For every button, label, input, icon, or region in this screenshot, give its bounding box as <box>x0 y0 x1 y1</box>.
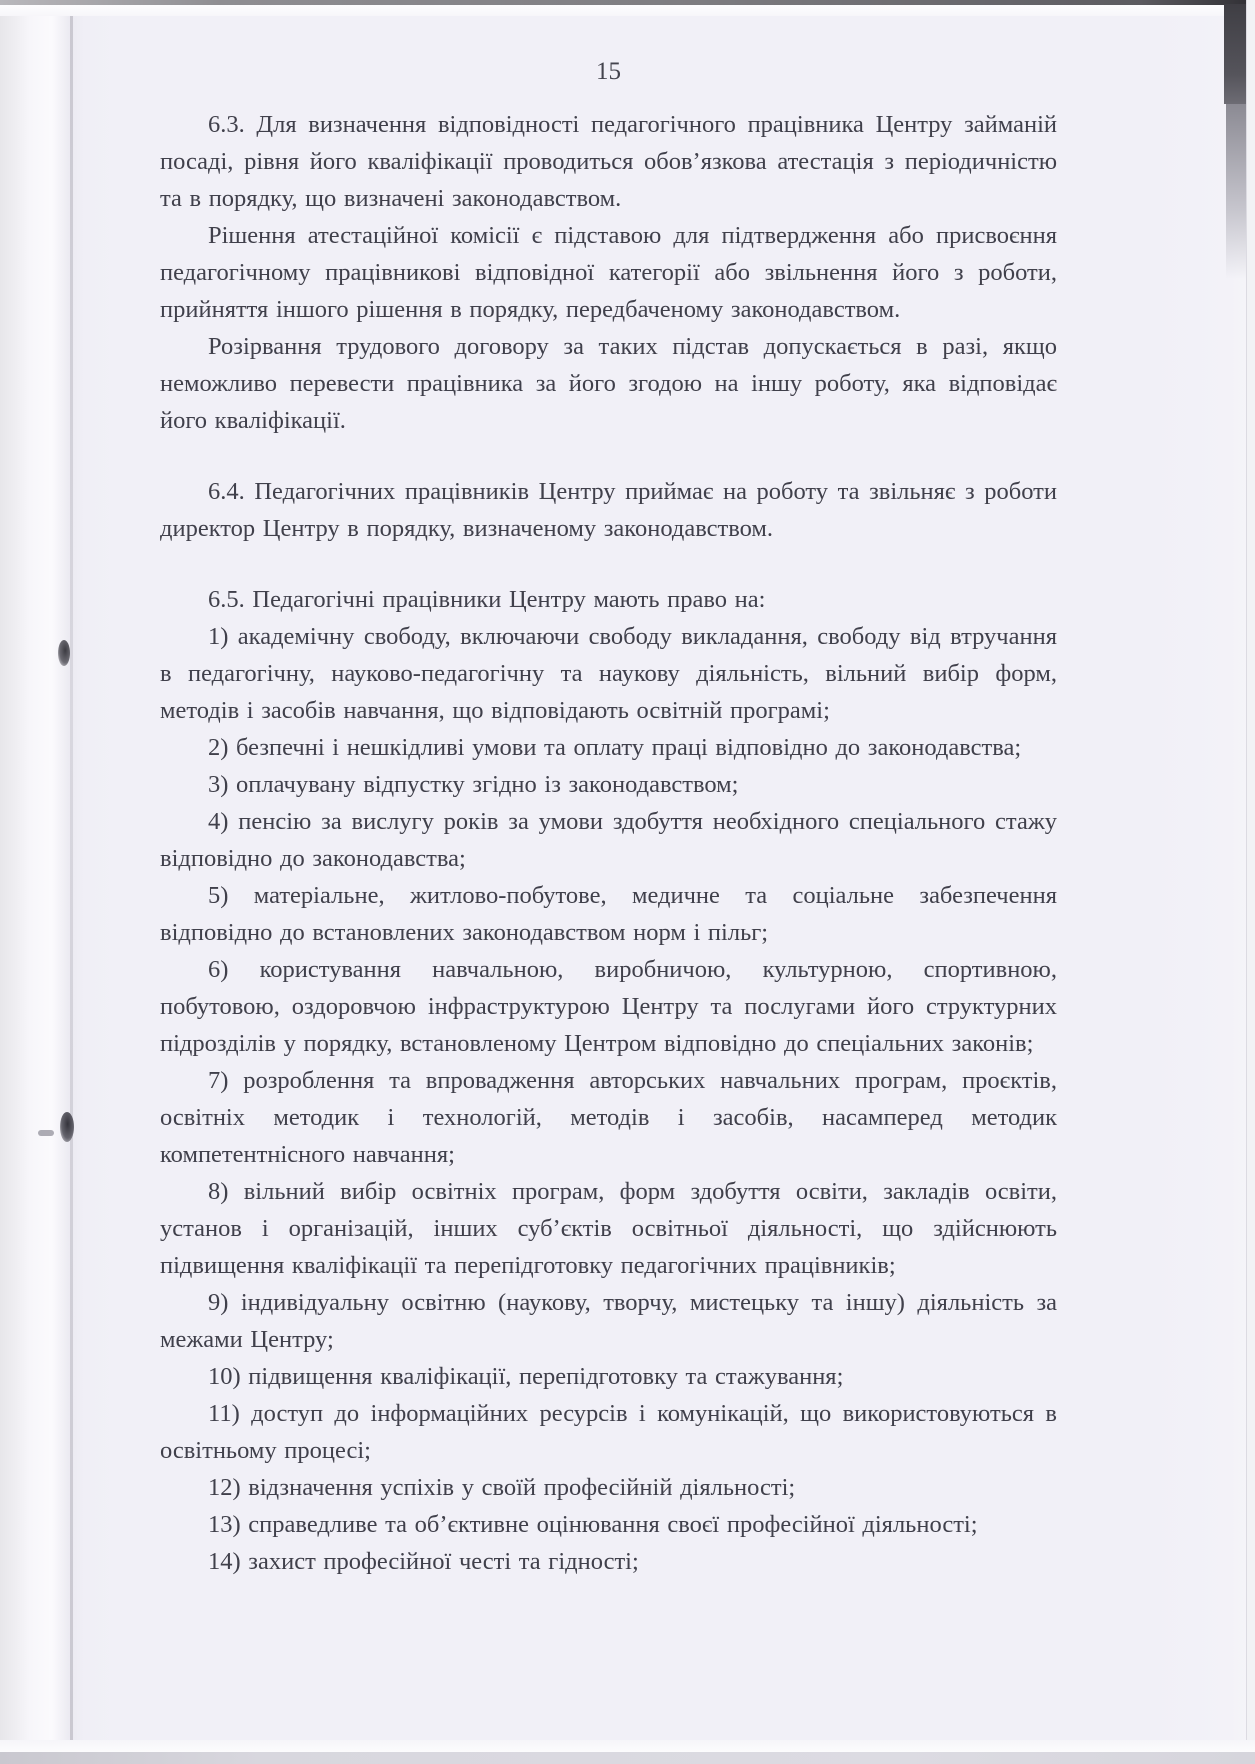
scan-corner-shadow <box>1226 104 1246 279</box>
paragraph-attestation-decision: Рішення атестаційної комісії є підставою для підтвердження або присвоєння педагогічному працівникові відповідної категорії або звільнення його з роботи, прийняття іншого рішення в порядку, передбаченому законодавством. <box>160 222 1057 323</box>
document-body <box>160 106 1057 1580</box>
list-item-4: 4) пенсію за вислугу років за умови здобуття необхідного спеціального стажу відповідно до законодавства; <box>160 808 1057 872</box>
list-item-5: 5) матеріальне, житлово-побутове, медичне та соціальне забезпечення відповідно до встановлених законодавством норм і пільг; <box>160 882 1057 946</box>
list-item-8: 8) вільний вибір освітніх програм, форм здобуття освіти, закладів освіти, установ і організацій, інших суб’єктів освітньої діяльності, що здійснюють підвищення кваліфікації та перепідготовку педагогічних працівників; <box>160 1178 1057 1279</box>
list-item-2: 2) безпечні і нешкідливі умови та оплату праці відповідно до законодавства; <box>208 734 1022 761</box>
paragraph-6-5: 6.5. Педагогічні працівники Центру мають право на: <box>208 586 766 613</box>
list-item-13: 13) справедливе та об’єктивне оцінювання своєї професійної діяльності; <box>208 1511 978 1538</box>
list-item-7: 7) розроблення та впровадження авторських навчальних програм, проєктів, освітніх методик і технологій, методів і засобів, насамперед методик компетентнісного навчання; <box>160 1067 1057 1168</box>
page-fold-shadow <box>70 16 73 1752</box>
scan-bottom-edge <box>0 1752 1255 1764</box>
binding-mark-top <box>58 640 70 666</box>
list-item-3: 3) оплачувану відпустку згідно із законодавством; <box>208 771 739 798</box>
scan-corner-bar <box>1224 4 1246 104</box>
paragraph-6-3: 6.3. Для визначення відповідності педагогічного працівника Центру займаній посаді, рівня його кваліфікації проводиться обов’язкова атестація з періодичністю та в порядку, що визначені законодавством. <box>160 111 1057 212</box>
list-item-12: 12) відзначення успіхів у своїй професійній діяльності; <box>208 1474 796 1501</box>
binding-mark-middle <box>60 1112 74 1142</box>
list-item-14: 14) захист професійної честі та гідності; <box>208 1548 639 1575</box>
list-item-9: 9) індивідуальну освітню (наукову, творчу, мистецьку та іншу) діяльність за межами Центру; <box>160 1289 1057 1353</box>
list-item-11: 11) доступ до інформаційних ресурсів і комунікацій, що використовуються в освітньому процесі; <box>160 1400 1057 1464</box>
list-item-1: 1) академічну свободу, включаючи свободу викладання, свободу від втручання в педагогічну, науково-педагогічну та наукову діяльність, вільний вибір форм, методів і засобів навчання, що відповідають освітній програмі; <box>160 623 1057 724</box>
scan-right-edge <box>1246 0 1255 1764</box>
paragraph-6-4: 6.4. Педагогічних працівників Центру приймає на роботу та звільняє з роботи директор Центру в порядку, визначеному законодавством. <box>160 478 1057 542</box>
scan-top-highlight <box>0 5 1255 16</box>
page-number: 15 <box>596 58 621 85</box>
list-item-6: 6) користування навчальною, виробничою, культурною, спортивною, побутовою, оздоровчою інфраструктурою Центру та послугами його структурних підрозділів у порядку, встановленому Центром відповідно до спеціальних законів; <box>160 956 1057 1057</box>
paragraph-contract-termination: Розірвання трудового договору за таких підстав допускається в разі, якщо неможливо перевести працівника за його згодою на іншу роботу, яка відповідає його кваліфікації. <box>160 333 1057 434</box>
list-item-10: 10) підвищення кваліфікації, перепідготовку та стажування; <box>208 1363 844 1390</box>
scan-bottom-highlight <box>0 1740 1255 1752</box>
binding-mark-dash <box>38 1130 54 1136</box>
